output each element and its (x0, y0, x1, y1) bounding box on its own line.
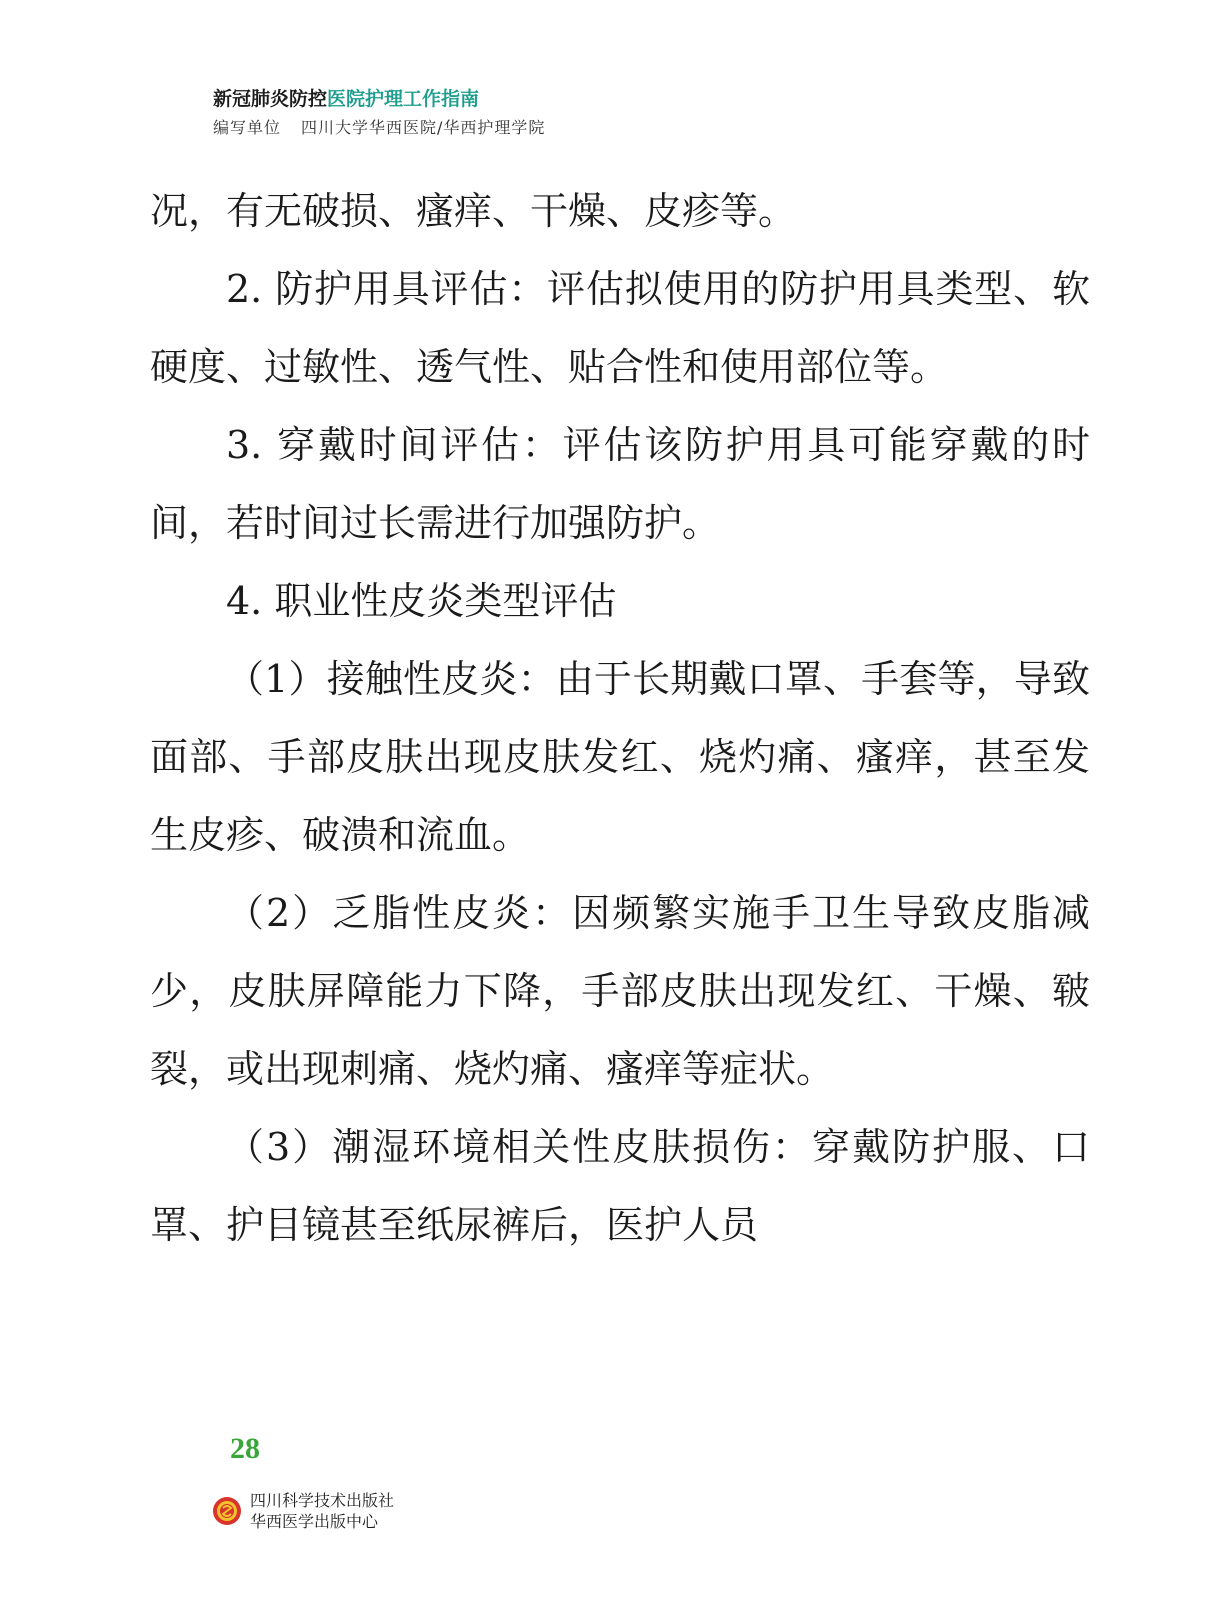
publisher-line-1: 四川科学技术出版社 (250, 1491, 395, 1510)
paragraph: 况，有无破损、瘙痒、干燥、皮疹等。 (150, 189, 797, 233)
paragraph: 4. 职业性皮炎类型评估 (226, 579, 617, 623)
author-line (213, 116, 545, 140)
paragraph: （1）接触性皮炎：由于长期戴口罩、手套等，导致面部、手部皮肤出现皮肤发红、烧灼痛、瘙痒，甚至发生皮疹、破溃和流血。 (150, 657, 1090, 857)
body-text (150, 172, 1090, 1264)
paragraph: 3. 穿戴时间评估：评估该防护用具可能穿戴的时间，若时间过长需进行加强防护。 (150, 423, 1090, 545)
author-value: 四川大学华西医院/华西护理学院 (301, 118, 546, 137)
publisher-name (250, 1490, 394, 1532)
publisher-logo-icon (212, 1496, 242, 1526)
paragraph: 2. 防护用具评估：评估拟使用的防护用具类型、软硬度、过敏性、透气性、贴合性和使用部位等。 (150, 267, 1090, 389)
page-header (213, 86, 545, 140)
publisher-block (212, 1490, 394, 1532)
paragraph: （3）潮湿环境相关性皮肤损伤：穿戴防护服、口罩、护目镜甚至纸尿裤后，医护人员 (150, 1125, 1090, 1247)
publisher-line-2: 华西医学出版中心 (250, 1512, 379, 1531)
page-number: 28 (230, 1432, 260, 1465)
book-title (213, 86, 545, 112)
book-title-accent: 医院护理工作指南 (327, 88, 480, 110)
author-label: 编写单位 (213, 118, 282, 137)
paragraph: （2）乏脂性皮炎：因频繁实施手卫生导致皮脂减少，皮肤屏障能力下降，手部皮肤出现发红、干燥、皲裂，或出现刺痛、烧灼痛、瘙痒等症状。 (150, 891, 1090, 1091)
book-title-main: 新冠肺炎防控 (213, 88, 328, 110)
